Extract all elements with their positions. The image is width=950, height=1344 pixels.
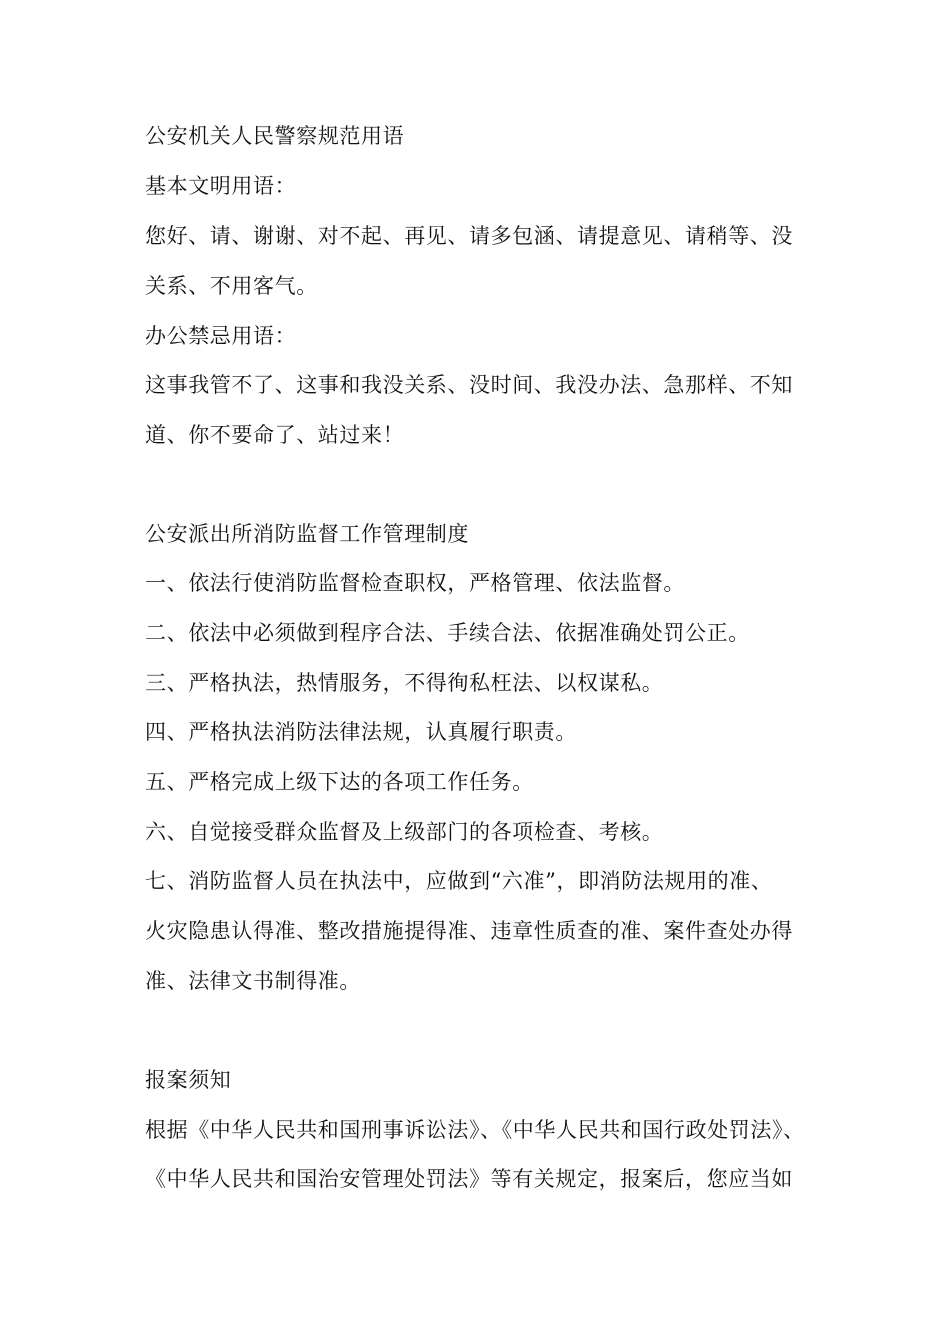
paragraph-line: 一、依法行使消防监督检查职权，严格管理、依法监督。 <box>145 571 685 595</box>
paragraph-line: 关系、不用客气。 <box>145 274 318 298</box>
paragraph-line: 根据《中华人民共和国刑事诉讼法》、《中华人民共和国行政处罚法》、 <box>145 1118 805 1142</box>
section-title: 报案须知 <box>145 1068 232 1092</box>
paragraph-line: 《中华人民共和国治安管理处罚法》等有关规定，报案后，您应当如 <box>145 1167 793 1191</box>
paragraph-line: 这事我管不了、这事和我没关系、没时间、我没办法、急那样、不知 <box>145 373 793 397</box>
paragraph-line: 四、严格执法消防法律法规，认真履行职责。 <box>145 720 577 744</box>
paragraph-line: 您好、请、谢谢、对不起、再见、请多包涵、请提意见、请稍等、没 <box>145 224 793 248</box>
paragraph-line: 三、严格执法，热情服务，不得徇私枉法、以权谋私。 <box>145 671 664 695</box>
paragraph-line: 准、法律文书制得准。 <box>145 969 361 993</box>
section-title: 公安派出所消防监督工作管理制度 <box>145 522 469 546</box>
paragraph-line: 基本文明用语： <box>145 174 297 198</box>
paragraph-line: 五、严格完成上级下达的各项工作任务。 <box>145 770 534 794</box>
paragraph-line: 火灾隐患认得准、整改措施提得准、违章性质查的准、案件查处办得 <box>145 919 793 943</box>
paragraph-line: 二、依法中必须做到程序合法、手续合法、依据准确处罚公正。 <box>145 621 750 645</box>
section-title: 公安机关人民警察规范用语 <box>145 124 405 148</box>
paragraph-line: 办公禁忌用语： <box>145 324 297 348</box>
paragraph-line: 六、自觉接受群众监督及上级部门的各项检查、考核。 <box>145 820 664 844</box>
paragraph-line: 道、你不要命了、站过来！ <box>145 423 405 447</box>
paragraph-line: 七、消防监督人员在执法中，应做到“六准”，即消防法规用的准、 <box>145 869 773 893</box>
